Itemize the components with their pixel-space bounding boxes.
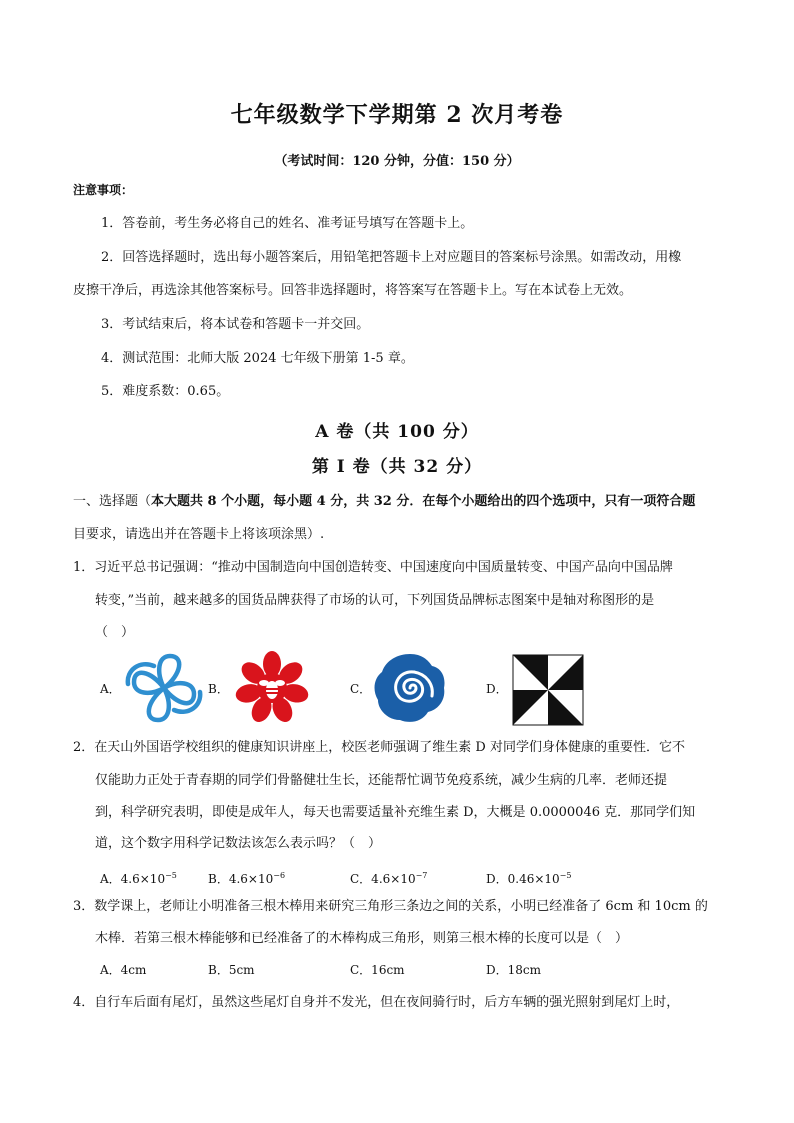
part-1-title: 第 I 卷（共 32 分）	[311, 457, 483, 477]
q1-option-b-label: B．	[208, 682, 229, 696]
blue-swirl-logo-icon	[370, 650, 450, 726]
choice-intro-prefix: 一、选择题（	[73, 494, 152, 509]
q3-option-d: D．18cm	[486, 963, 541, 977]
exam-title: 七年级数学下学期第 2 次月考卷	[230, 102, 564, 128]
notice-line-2-cont: 皮擦干净后，再选涂其他答案标号。回答非选择题时，将答案写在答题卡上。写在本试卷上无效。	[73, 283, 633, 298]
q1-line-3: （ ）	[95, 625, 135, 640]
choice-intro-line-1	[73, 492, 695, 512]
q2-option-a	[100, 866, 177, 889]
notice-line-5: 5．难度系数：0.65。	[101, 384, 230, 399]
choice-intro-line-2: 目要求，请选出并在答题卡上将该项涂黑）.	[73, 527, 325, 542]
notice-line-3: 3．考试结束后，将本试卷和答题卡一并交回。	[101, 317, 370, 332]
exam-subtitle: （考试时间：120 分钟，分值：150 分）	[274, 154, 520, 169]
q2-line-4: 道，这个数字用科学记数法该怎么表示吗？（ ）	[95, 836, 382, 851]
q1-option-c-label: C．	[350, 682, 372, 696]
q2-option-c-base: C．4.6×10	[350, 872, 416, 886]
notice-line-2: 2．回答选择题时，选出每小题答案后，用铅笔把答题卡上对应题目的答案标号涂黑。如需改动，用橡	[101, 250, 682, 265]
q1-line-1: 1．习近平总书记强调：“推动中国制造向中国创造转变、中国速度向中国质量转变、中国产品向中国品牌	[73, 560, 673, 575]
notice-line-4: 4．测试范围：北师大版 2024 七年级下册第 1-5 章。	[101, 351, 414, 366]
q2-option-a-exp: −5	[165, 871, 177, 880]
q2-option-d	[486, 866, 571, 889]
q2-line-3: 到，科学研究表明，即使是成年人，每天也需要适量补充维生素 D，大概是 0.0000046 克．那同学们知	[95, 805, 696, 820]
q3-option-a: A．4cm	[100, 963, 147, 977]
q2-option-d-exp: −5	[559, 871, 572, 880]
pinwheel-logo-icon	[512, 654, 584, 726]
q2-option-b-base: B．4.6×10	[208, 872, 274, 886]
knot-logo-icon	[120, 650, 208, 726]
q2-option-d-base: D．0.46×10	[486, 872, 560, 886]
section-a-title: A 卷（共 100 分）	[315, 422, 479, 442]
q1-option-a-label: A．	[100, 682, 121, 696]
q2-option-c	[350, 866, 427, 889]
q2-option-b-exp: −6	[273, 871, 286, 880]
choice-intro-bold: 本大题共 8 个小题，每小题 4 分，共 32 分．在每个小题给出的四个选项中，只有一项符合题	[151, 494, 696, 509]
q4-line-1: 4．自行车后面有尾灯，虽然这些尾灯自身并不发光，但在夜间骑行时，后方车辆的强光照射到尾灯上时，	[73, 995, 680, 1010]
q3-option-b: B．5cm	[208, 963, 255, 977]
q1-option-d-label: D．	[486, 682, 508, 696]
notice-line-1: 1．答卷前，考生务必将自己的姓名、准考证号填写在答题卡上。	[101, 216, 474, 231]
notice-heading: 注意事项：	[73, 183, 134, 197]
q3-option-c: C．16cm	[350, 963, 405, 977]
q2-option-a-base: A．4.6×10	[100, 872, 166, 886]
q3-line-2: 木棒．若第三根木棒能够和已经准备了的木棒构成三角形，则第三根木棒的长度可以是（ ）	[95, 931, 629, 946]
q3-line-1: 3．数学课上，老师让小明准备三根木棒用来研究三角形三条边之间的关系，小明已经准备了 6cm 和 10cm 的	[73, 899, 708, 914]
q2-option-c-exp: −7	[415, 871, 428, 880]
q2-line-1: 2．在天山外国语学校组织的健康知识讲座上，校医老师强调了维生素 D 对同学们身体健康的重要性．它不	[73, 740, 685, 755]
flower-bee-logo-icon	[230, 650, 314, 726]
q1-line-2: 转变，”当前，越来越多的国货品牌获得了市场的认可，下列国货品牌标志图案中是轴对称图形的是	[95, 593, 655, 608]
q2-line-2: 仅能助力正处于青春期的同学们骨骼健壮生长，还能帮忙调节免疫系统，减少生病的几率．老师还提	[95, 773, 668, 788]
q2-option-b	[208, 866, 285, 889]
